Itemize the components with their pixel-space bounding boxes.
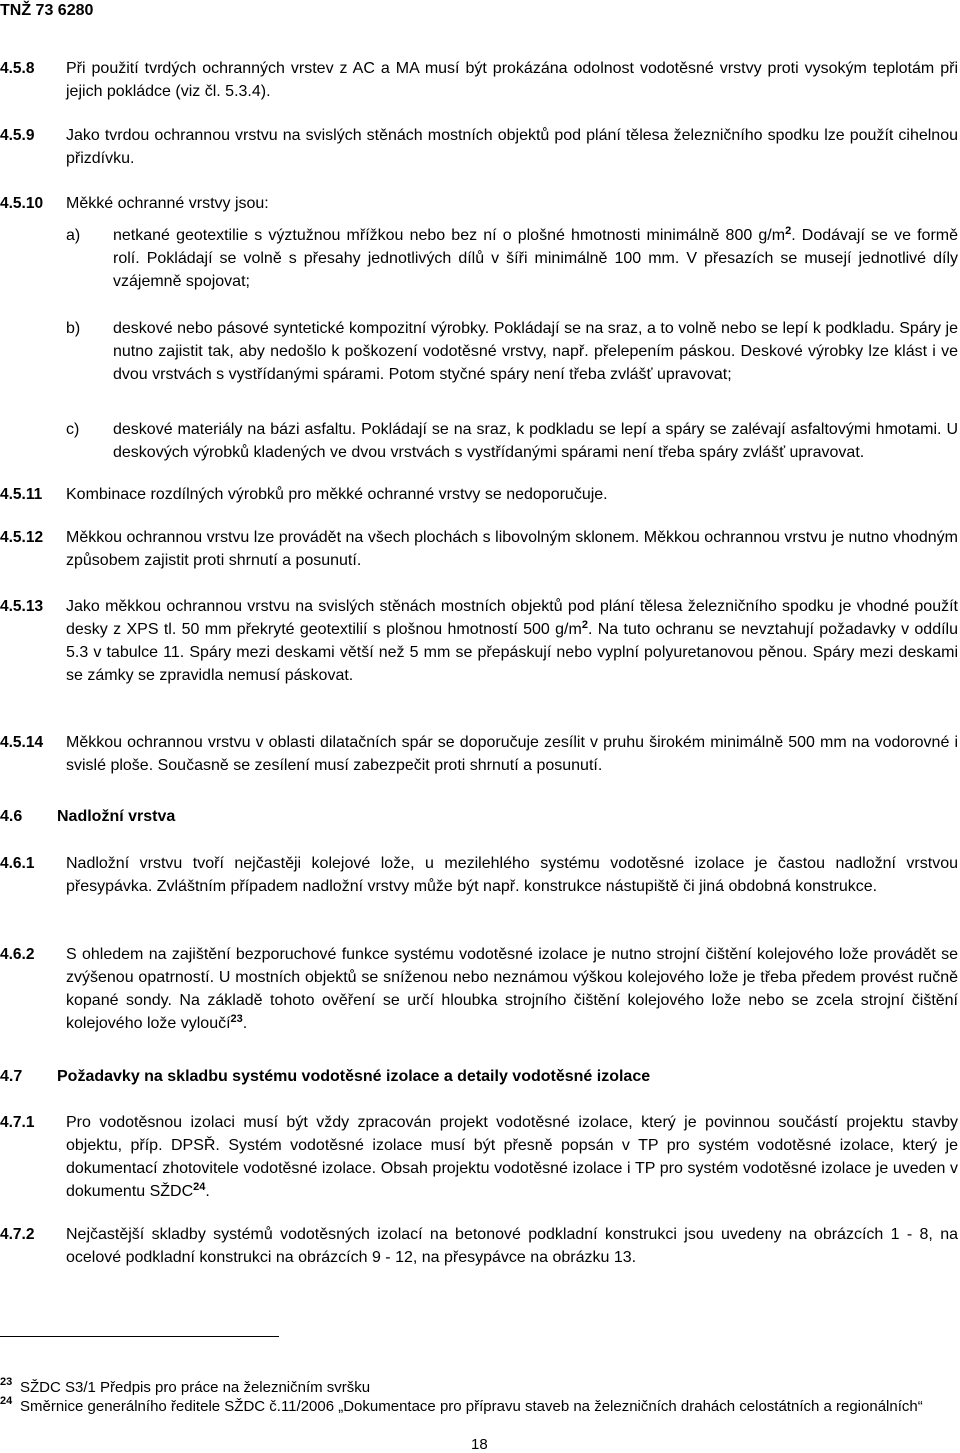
paragraph-4-5-11 xyxy=(0,483,958,506)
superscript: 2 xyxy=(785,225,792,237)
list-item-label: a) xyxy=(66,227,81,244)
paragraph-number: 4.5.11 xyxy=(0,486,43,503)
paragraph-4-7-1 xyxy=(0,1111,958,1203)
list-item-text: deskové materiály na bázi asfaltu. Pokládají se na sraz, k podkladu se lepí a spáry se zalévají asfaltovými hmotami. U deskových výrobků kladených ve dvou vrstvách s vystřídanými spárami není třeba spáry zvlášť upravovat. xyxy=(113,421,958,461)
paragraph-number: 4.7.2 xyxy=(0,1226,35,1243)
paragraph-4-5-12 xyxy=(0,526,958,572)
paragraph-text: Měkkou ochrannou vrstvu lze provádět na všech plochách s libovolným sklonem. Měkkou ochrannou vrstvu je nutno vhodným způsobem zajistit proti shrnutí a posunutí. xyxy=(66,529,958,569)
paragraph-text: Kombinace rozdílných výrobků pro měkké ochranné vrstvy se nedoporučuje. xyxy=(66,486,608,503)
paragraph-text: Měkkou ochrannou vrstvu v oblasti dilatačních spár se doporučuje zesílit v pruhu širokém minimálně 500 mm na vodorovné i svislé ploše. Současně se zesílení musí zabezpečit proti shrnutí a posunutí. xyxy=(66,734,958,774)
paragraph-number: 4.5.12 xyxy=(0,529,44,546)
section-number: 4.7 xyxy=(0,1068,23,1085)
paragraph-text: Nejčastější skladby systémů vodotěsných izolací na betonové podkladní konstrukci jsou uvedeny na obrázcích 1 - 8, na ocelové podkladní konstrukci na obrázcích 9 - 12, na přesypávce na obrázku 13. xyxy=(66,1226,958,1266)
paragraph-text: S ohledem na zajištění bezporuchové funkce systému vodotěsné izolace je nutno strojní čištění kolejového lože provádět se zvýšenou opatrností. U mostních objektů se sníženou nebo neznámou výškou kolejového lože je třeba předem provést ručně kopané sondy. Na základě tohoto ověření se určí hloubka strojního čištění kolejového lože nebo se zcela strojní čištění kolejového lože vyloučí$^{23}$. xyxy=(66,946,958,1032)
paragraph-4-6-2 xyxy=(0,943,958,1035)
paragraph-text: Nadložní vrstvu tvoří nejčastěji kolejové lože, u mezilehlého systému vodotěsné izolace je častou nadložní vrstvou přesypávka. Zvláštním případem nadložní vrstvy může být např. konstrukce nástupiště či jiná obdobná konstrukce. xyxy=(66,855,958,895)
paragraph-4-5-8 xyxy=(0,57,958,103)
paragraph-4-5-10 xyxy=(0,192,958,215)
list-item-c xyxy=(66,418,958,464)
paragraph-4-7-2 xyxy=(0,1223,958,1269)
paragraph-4-5-14 xyxy=(0,731,958,777)
footnote-24 xyxy=(0,1397,958,1416)
list-item-text: deskové nebo pásové syntetické kompozitní výrobky. Pokládají se na sraz, a to volně nebo se lepí k podkladu. Spáry je nutno zajistit tak, aby nedošlo k poškození vodotěsné vrstvy, např. přelepením páskou. Deskové výrobky lze klást i ve dvou vrstvách s vystřídanými spárami. Potom styčné spáry není třeba zvlášť upravovat; xyxy=(113,320,958,383)
paragraph-number: 4.5.10 xyxy=(0,195,44,212)
paragraph-text: Při použití tvrdých ochranných vrstev z AC a MA musí být prokázána odolnost vodotěsné vrstvy proti vysokým teplotám při jejich pokládce (viz čl. 5.3.4). xyxy=(66,60,958,100)
footnote-separator xyxy=(0,1336,279,1337)
paragraph-number: 4.7.1 xyxy=(0,1114,35,1131)
footnote-23 xyxy=(0,1378,958,1397)
paragraph-number: 4.6.1 xyxy=(0,855,35,872)
paragraph-4-6-1 xyxy=(0,852,958,898)
paragraph-number: 4.6.2 xyxy=(0,946,35,963)
footnote-text: SŽDC S3/1 Předpis pro práce na železničním svršku xyxy=(20,1379,371,1396)
paragraph-number: 4.5.14 xyxy=(0,734,44,751)
paragraph-text: Jako tvrdou ochrannou vrstvu na svislých stěnách mostních objektů pod plání tělesa železničního spodku lze použít cihelnou přizdívku. xyxy=(66,127,958,167)
paragraph-4-5-13 xyxy=(0,595,958,687)
superscript: 2 xyxy=(581,619,588,631)
document-code-header: TNŽ 73 6280 xyxy=(0,2,94,19)
section-title: Nadložní vrstva xyxy=(57,808,176,825)
footnote-mark: 24 xyxy=(0,1395,13,1407)
paragraph-4-5-9 xyxy=(0,124,958,170)
footnote-text: Směrnice generálního ředitele SŽDC č.11/2006 „Dokumentace pro přípravu staveb na železničních drahách celostátních a regionálních“ xyxy=(20,1398,923,1415)
paragraph-number: 4.5.9 xyxy=(0,127,35,144)
list-item-a xyxy=(66,224,958,293)
footnote-mark: 23 xyxy=(0,1376,13,1388)
paragraph-number: 4.5.13 xyxy=(0,598,44,615)
section-number: 4.6 xyxy=(0,808,23,825)
paragraph-text: Pro vodotěsnou izolaci musí být vždy zpracován projekt vodotěsné izolace, který je povinnou součástí projektu stavby objektu, příp. DPSŘ. Systém vodotěsné izolace musí být přesně popsán v TP pro systém vodotěsné izolace, který je dokumentací zhotovitele vodotěsné izolace. Obsah projektu vodotěsné izolace i TP pro systém vodotěsné izolace je uveden v dokumentu SŽDC$^{24}$. xyxy=(66,1114,958,1200)
footnote-reference: 24 xyxy=(193,1181,206,1193)
paragraph-number: 4.5.8 xyxy=(0,60,35,77)
section-title: Požadavky na skladbu systému vodotěsné izolace a detaily vodotěsné izolace xyxy=(57,1068,651,1085)
list-item-label: c) xyxy=(66,421,80,438)
footnote-reference: 23 xyxy=(230,1013,243,1025)
list-item-text: netkané geotextilie s výztužnou mřížkou nebo bez ní o plošné hmotnosti minimálně 800 $g/m^2$. Dodávají se ve formě rolí. Pokládají se volně s přesahy jednotlivých dílů v šíři minimálně 100 mm. V přesazích se musejí jednotlivé díly vzájemně spojovat; xyxy=(113,225,959,290)
page-number: 18 xyxy=(471,1436,488,1453)
paragraph-text: Jako měkkou ochrannou vrstvu na svislých stěnách mostních objektů pod plání tělesa železničního spodku je vhodné použít desky z XPS tl. 50 mm překryté geotextilií s plošnou hmotností 500 $g/m^2$. Na tuto ochranu se nevztahují požadavky v oddílu 5.3 v tabulce 11. Spáry mezi deskami větší než 5 mm se přepáskují nebo vyplní polyuretanovou pěnou. Spáry mezi deskami se zámky se zpravidla nemusí páskovat. xyxy=(66,598,959,684)
paragraph-text: Měkké ochranné vrstvy jsou: xyxy=(66,195,269,212)
list-item-b xyxy=(66,317,958,386)
list-item-label: b) xyxy=(66,320,81,337)
